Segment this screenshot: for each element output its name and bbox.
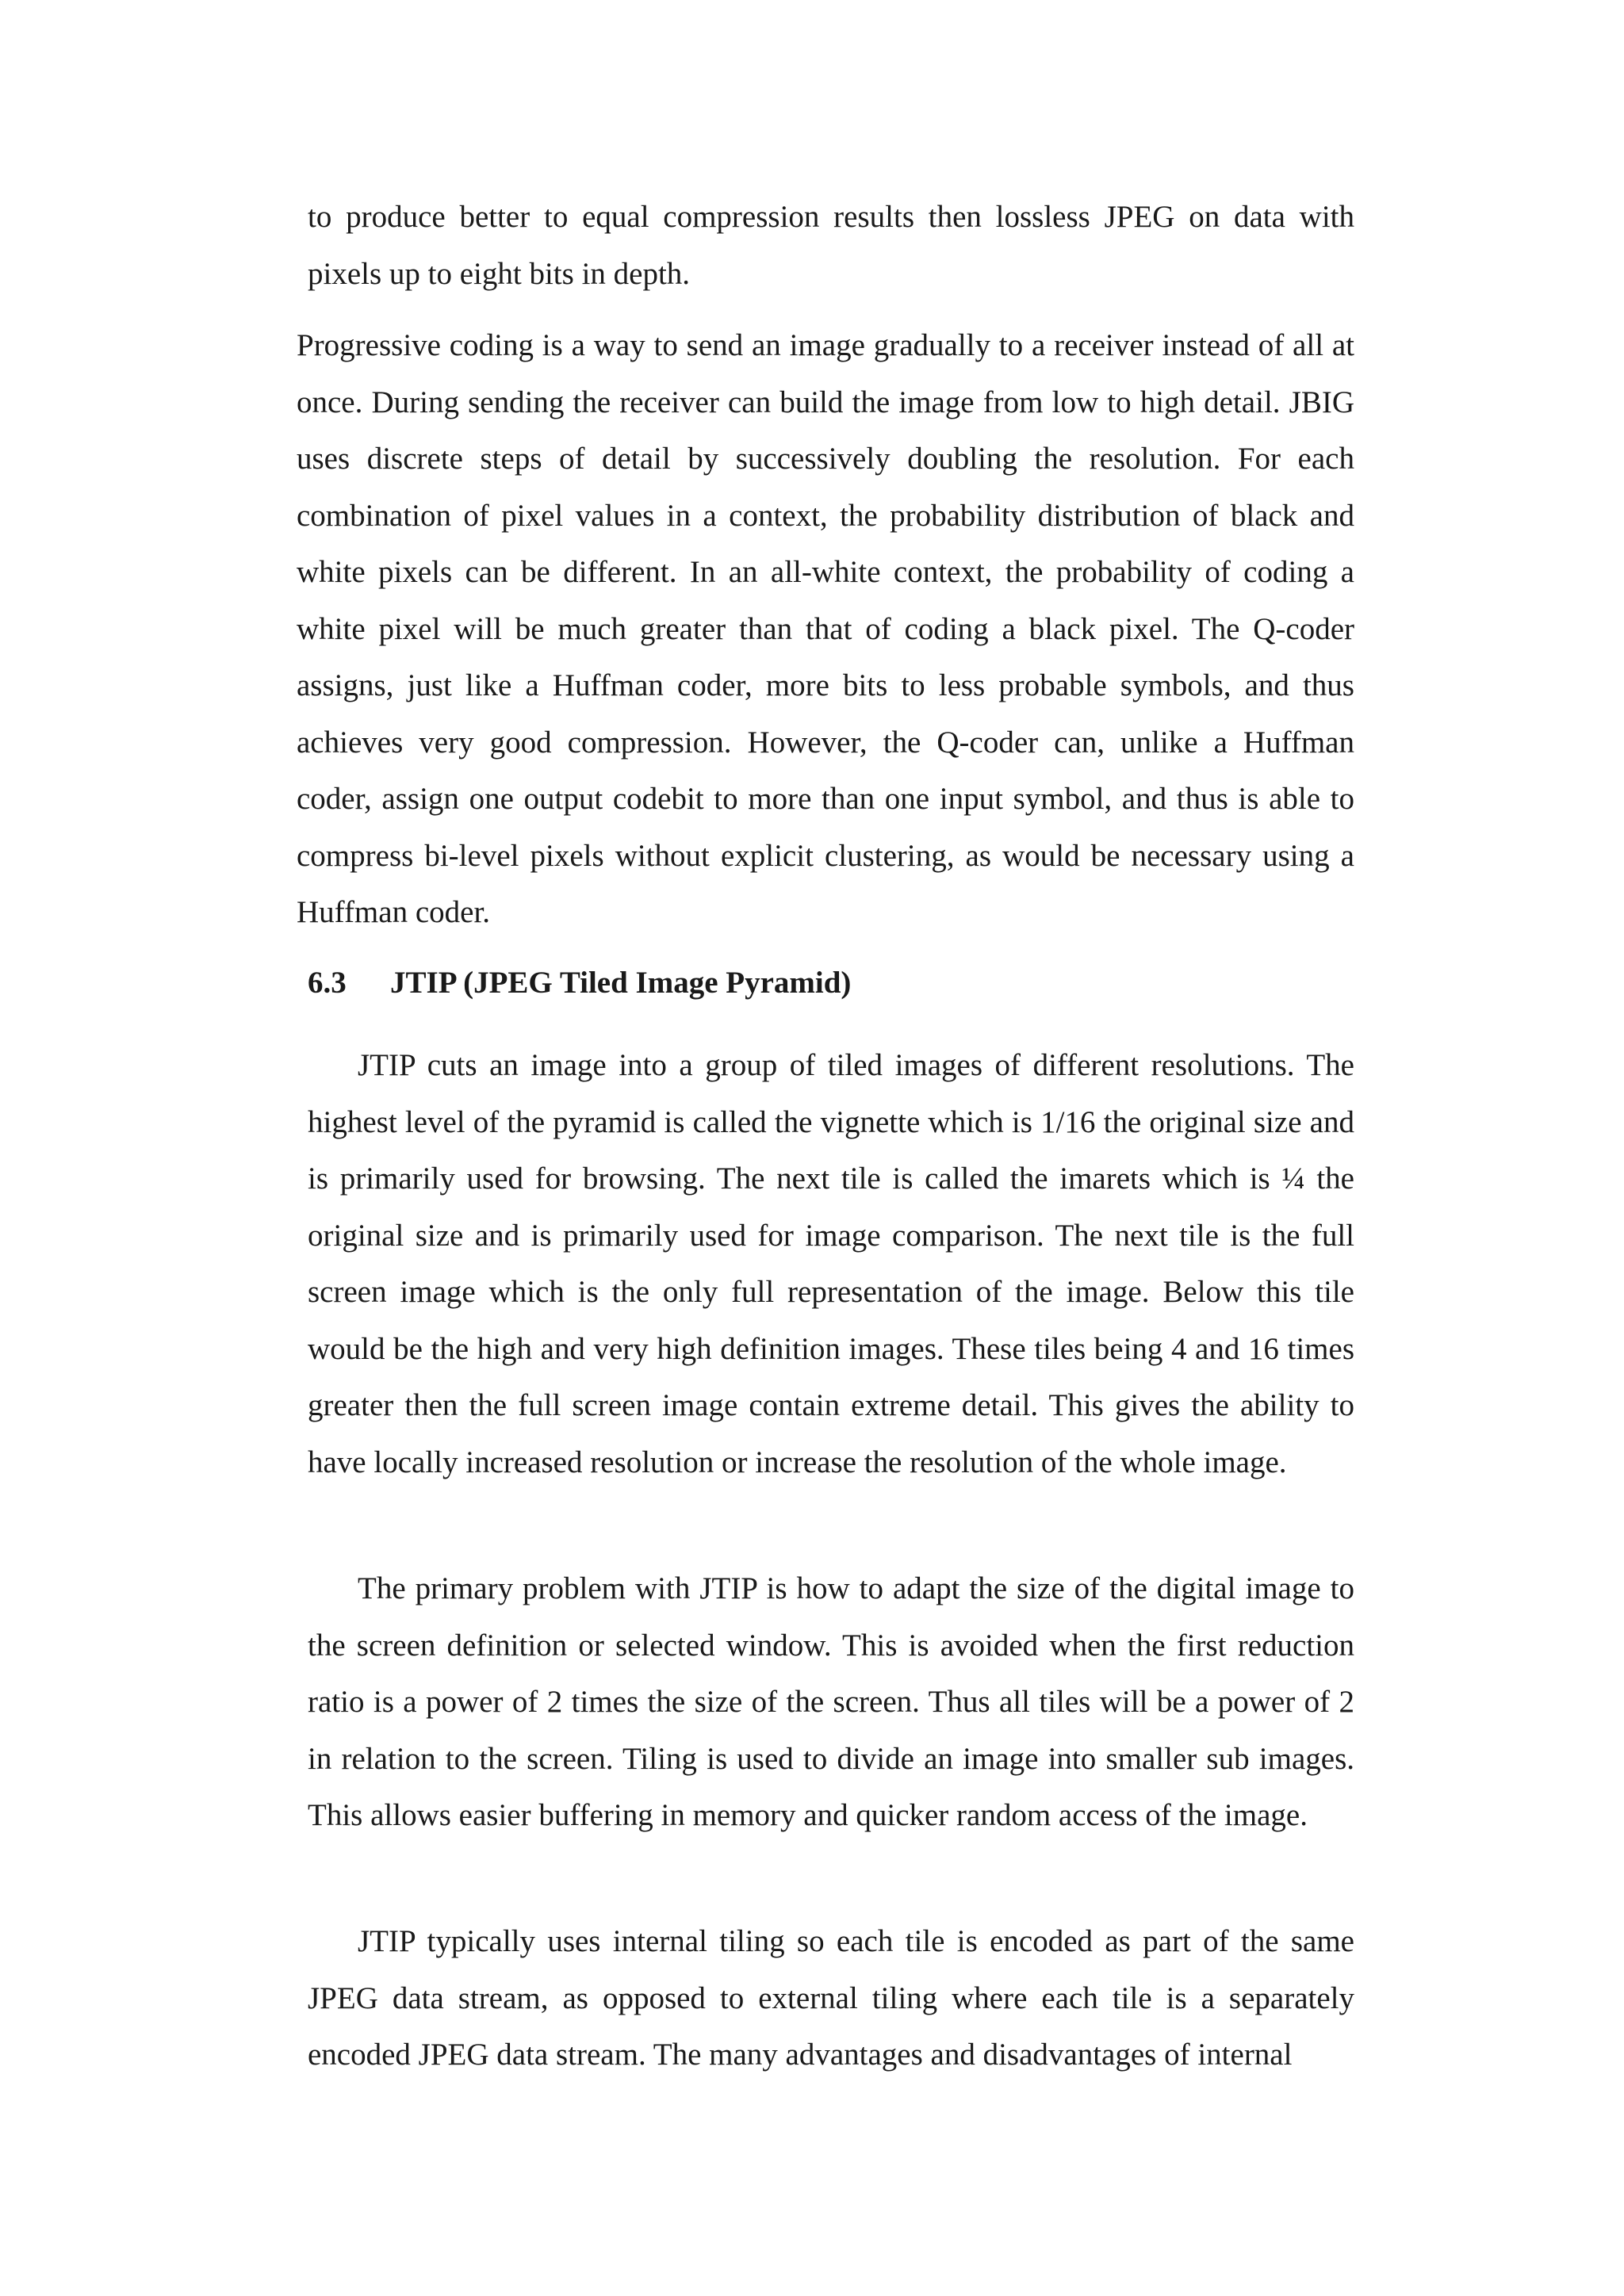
paragraph-progressive-coding: Progressive coding is a way to send an image gradually to a receiver instead of all at once. During sending the receiver can build the image from low to high detail. JBIG uses discrete steps of detail by successively doubling the resolution. For each combination of pixel values in a context, the probability distribution of black and white pixels can be different. In an all-white context, the probability of coding a white pixel will be much greater than that of coding a black pixel. The Q-coder assigns, just like a Huffman coder, more bits to less probable symbols, and thus achieves very good compression. However, the Q-coder can, unlike a Huffman coder, assign one output codebit to more than one input symbol, and thus is able to compress bi-level pixels without explicit clustering, as would be necessary using a Huffman coder. [297, 328, 1354, 929]
paragraph-jtip-tiling: JTIP typically uses internal tiling so each tile is encoded as part of the same JPEG data stream, as opposed to external tiling where each tile is a separately encoded JPEG data stream. The many advantages and disadvantages of internal [308, 1924, 1354, 2072]
section-title: JTIP (JPEG Tiled Image Pyramid) [390, 966, 852, 1000]
section-heading [308, 955, 851, 1012]
paragraph-jtip-problem: The primary problem with JTIP is how to adapt the size of the digital image to the screen definition or selected window. This is avoided when the first reduction ratio is a power of 2 times the size of the screen. Thus all tiles will be a power of 2 in relation to the screen. Tiling is used to divide an image into smaller sub images. This allows easier buffering in memory and quicker random access of the image. [308, 1571, 1354, 1832]
paragraph-jtip-overview: JTIP cuts an image into a group of tiled images of different resolutions. The highest level of the pyramid is called the vignette which is 1/16 the original size and is primarily used for browsing. The next tile is called the imarets which is ¼ the original size and is primarily used for image comparison. The next tile is the full screen image which is the only full representation of the image. Below this tile would be the high and very high definition images. These tiles being 4 and 16 times greater then the full screen image contain extreme detail. This gives the ability to have locally increased resolution or increase the resolution of the whole image. [308, 1048, 1354, 1479]
section-number: 6.3 [308, 966, 347, 1000]
paragraph-continuation: to produce better to equal compression results then lossless JPEG on data with pixels up to eight bits in depth. [308, 200, 1354, 291]
